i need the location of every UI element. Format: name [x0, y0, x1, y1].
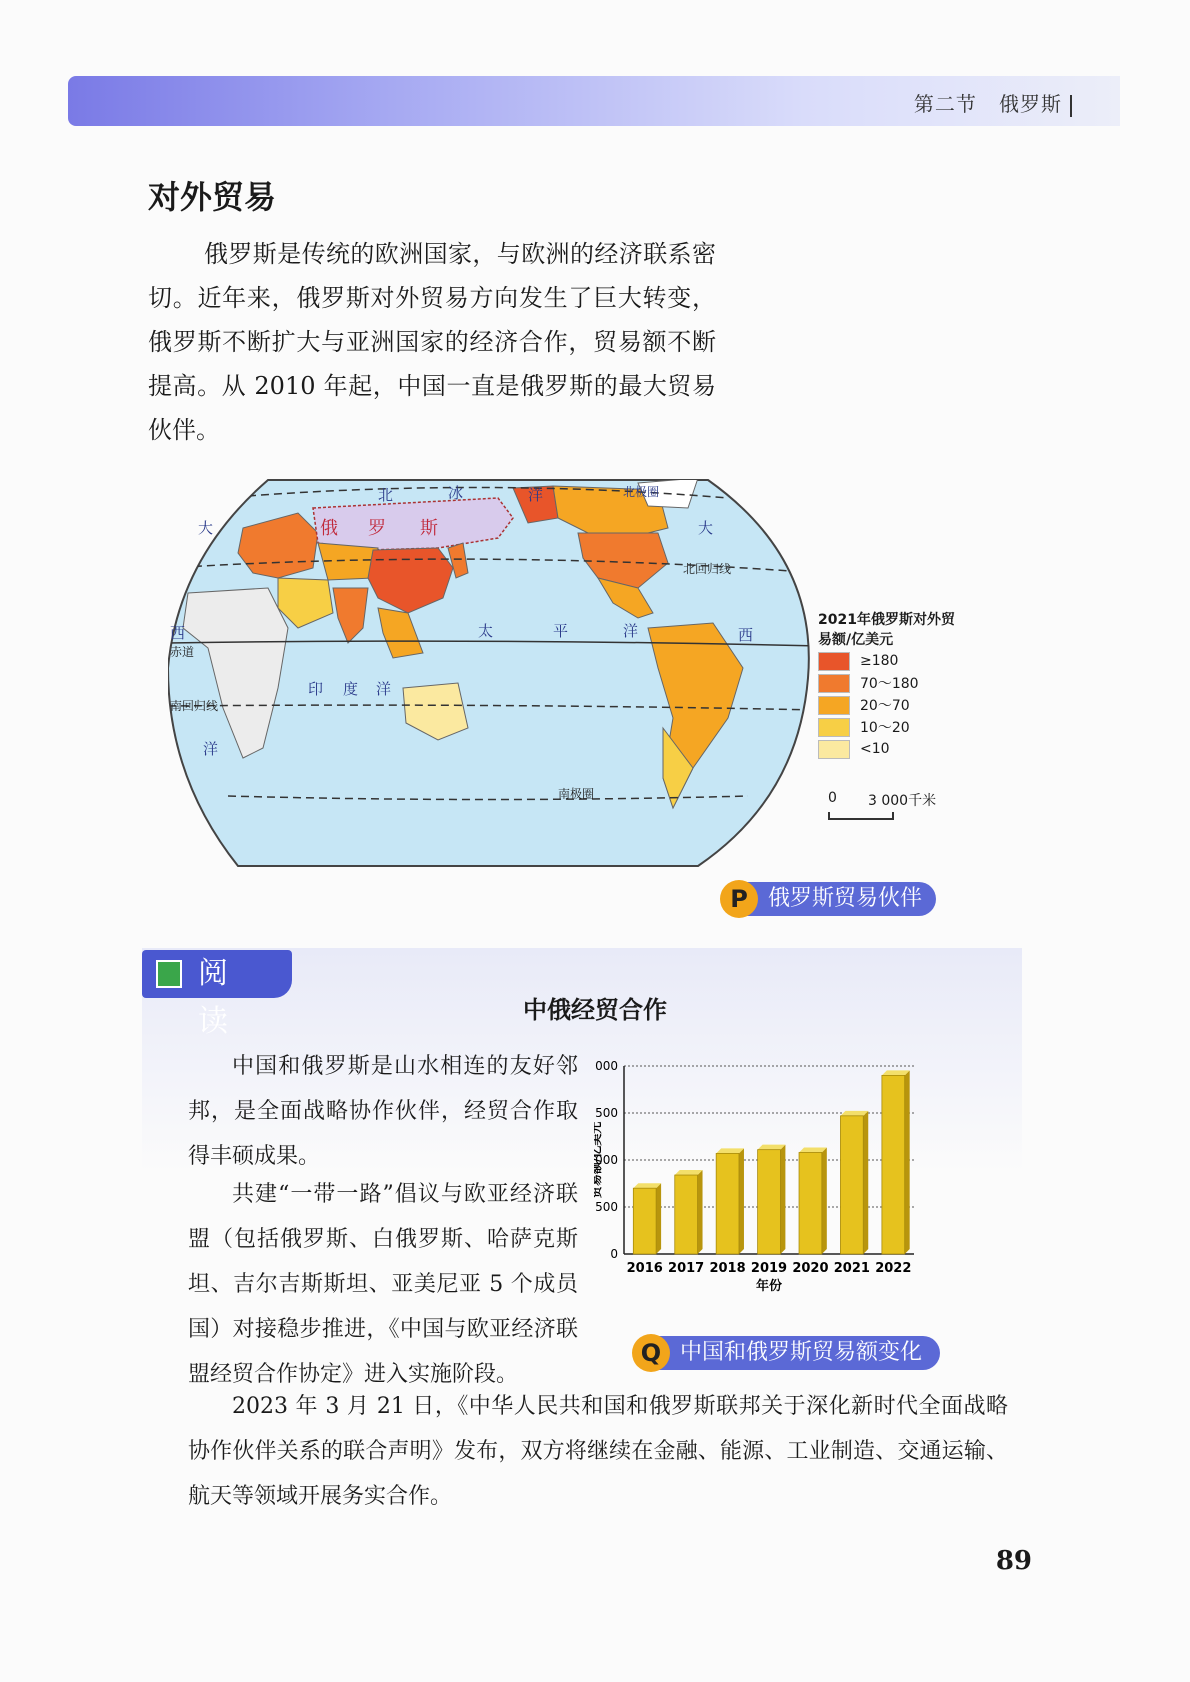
reading-title	[0, 990, 1190, 1025]
bar	[675, 1175, 698, 1254]
map-label-tai: 太	[478, 622, 494, 640]
chart-caption	[634, 1336, 940, 1370]
map-label-ocean-n: 洋	[528, 486, 544, 504]
trade-chart-svg	[594, 1056, 1014, 1324]
bar	[716, 1153, 739, 1254]
map-label-arctic-circle: 北极圈	[623, 485, 660, 499]
running-header	[914, 88, 1072, 117]
x-tick-label: 2021	[833, 1261, 870, 1276]
map-label-russia-1: 俄	[320, 518, 338, 539]
bar-side	[739, 1148, 744, 1254]
legend-label: 20～70	[860, 698, 910, 714]
world-map	[168, 478, 818, 868]
bar-side	[822, 1147, 827, 1254]
x-tick-label: 2022	[875, 1261, 912, 1276]
map-legend	[818, 610, 968, 760]
bar	[758, 1150, 781, 1254]
x-tick-label: 2019	[750, 1261, 788, 1276]
legend-label: 10～20	[860, 720, 910, 736]
legend-item	[818, 694, 968, 716]
y-tick-label: 500	[595, 1200, 618, 1214]
legend-items	[818, 650, 968, 760]
y-tick-label: 500	[595, 1106, 618, 1120]
scale-zero: 0	[828, 790, 837, 806]
legend-label: 70～180	[860, 676, 919, 692]
chart-caption-text: 中国和俄罗斯贸易额变化	[680, 1340, 923, 1365]
y-axis-label: 贸易额/亿美元	[594, 1121, 603, 1199]
map-label-da-right: 大	[698, 519, 714, 537]
map-caption-badge: P	[720, 880, 758, 918]
bar	[840, 1116, 863, 1254]
section-heading: 对外贸易	[148, 178, 277, 216]
bar-side	[656, 1183, 661, 1254]
page-number: 89	[995, 1546, 1032, 1576]
map-caption-text: 俄罗斯贸易伙伴	[768, 886, 923, 911]
legend-swatch	[818, 718, 850, 737]
scale-bar	[828, 812, 894, 820]
legend-item	[818, 716, 968, 738]
header-section: 第二节	[913, 92, 977, 116]
map-label-russia-2: 罗	[368, 518, 386, 539]
header-title: 俄罗斯	[999, 92, 1062, 116]
map-label-north: 北	[378, 486, 394, 504]
legend-label: ≥180	[860, 653, 899, 669]
reading-title-text: 中俄经贸合作	[523, 996, 667, 1024]
y-tick-label: 0	[610, 1247, 618, 1261]
reading-paragraph-3: 2023 年 3 月 21 日，《中华人民共和国和俄罗斯联邦关于深化新时代全面战略协作伙伴关系的联合声明》发布，双方将继续在金融、能源、工业制造、交通运输、航天等领域开展务实合作。	[188, 1394, 1008, 1509]
map-label-ice: 冰	[448, 484, 464, 502]
x-tick-label: 2020	[792, 1261, 829, 1276]
map-label-indian-1: 印	[308, 680, 324, 698]
bar-side	[863, 1111, 868, 1254]
trade-chart	[594, 1056, 1014, 1324]
map-label-ping: 平	[553, 622, 569, 640]
reading-tag-label: 阅 读	[198, 956, 238, 1039]
y-tick-label: 000	[595, 1059, 618, 1073]
legend-label: <10	[860, 741, 890, 757]
bar	[633, 1188, 656, 1254]
book-icon	[156, 960, 182, 988]
x-tick-label: 2016	[626, 1261, 663, 1276]
map-label-indian-3: 洋	[376, 680, 392, 698]
legend-title: 2021年俄罗斯对外贸易额/亿美元	[818, 612, 955, 648]
x-axis-label: 年份	[755, 1279, 783, 1294]
legend-item	[818, 738, 968, 760]
legend-swatch	[818, 740, 850, 759]
legend-swatch	[818, 696, 850, 715]
legend-swatch	[818, 674, 850, 693]
map-label-russia-3: 斯	[420, 518, 438, 539]
world-map-svg	[168, 478, 818, 868]
map-label-tropic-n: 北回归线	[683, 562, 732, 576]
legend-swatch	[818, 652, 850, 671]
y-tick-label: 000	[595, 1153, 618, 1167]
bar-side	[698, 1170, 703, 1254]
bar-side	[780, 1145, 785, 1254]
x-tick-label: 2017	[668, 1261, 705, 1276]
chart-caption-badge: Q	[632, 1334, 670, 1372]
map-label-tropic-s: 南回归线	[170, 699, 219, 713]
map-label-equator: 赤道	[170, 645, 195, 659]
map-label-yang-left: 洋	[203, 740, 219, 758]
reading-paragraph-1: 中国和俄罗斯是山水相连的友好邻邦，是全面战略协作伙伴，经贸合作取得丰硕成果。	[188, 1054, 578, 1169]
bar	[882, 1075, 905, 1254]
x-tick-label: 2018	[709, 1261, 746, 1276]
intro-paragraph: 俄罗斯是传统的欧洲国家，与欧洲的经济联系密切。近年来，俄罗斯对外贸易方向发生了巨大转变，俄罗斯不断扩大与亚洲国家的经济合作，贸易额不断提高。从 2010 年起，中国一直是俄罗斯的最大贸易伙伴。	[148, 240, 716, 444]
legend-item	[818, 650, 968, 672]
map-label-xi-right: 西	[738, 626, 754, 644]
map-label-indian-2: 度	[343, 680, 359, 698]
map-label-antarctic: 南极圈	[558, 787, 595, 801]
map-label-da-left: 大	[198, 519, 214, 537]
map-label-xi-left: 西	[170, 624, 186, 642]
map-scale	[828, 790, 978, 820]
legend-item	[818, 672, 968, 694]
bar-side	[905, 1070, 910, 1254]
map-caption	[722, 882, 936, 916]
bar	[799, 1152, 822, 1254]
scale-distance: 3 000千米	[868, 793, 937, 809]
reading-paragraph-2: 共建“一带一路”倡议与欧亚经济联盟（包括俄罗斯、白俄罗斯、哈萨克斯坦、吉尔吉斯斯坦、亚美尼亚 5 个成员国）对接稳步推进，《中国与欧亚经济联盟经贸合作协定》进入实施阶段。	[188, 1182, 578, 1387]
map-label-yang-pacific: 洋	[623, 622, 639, 640]
